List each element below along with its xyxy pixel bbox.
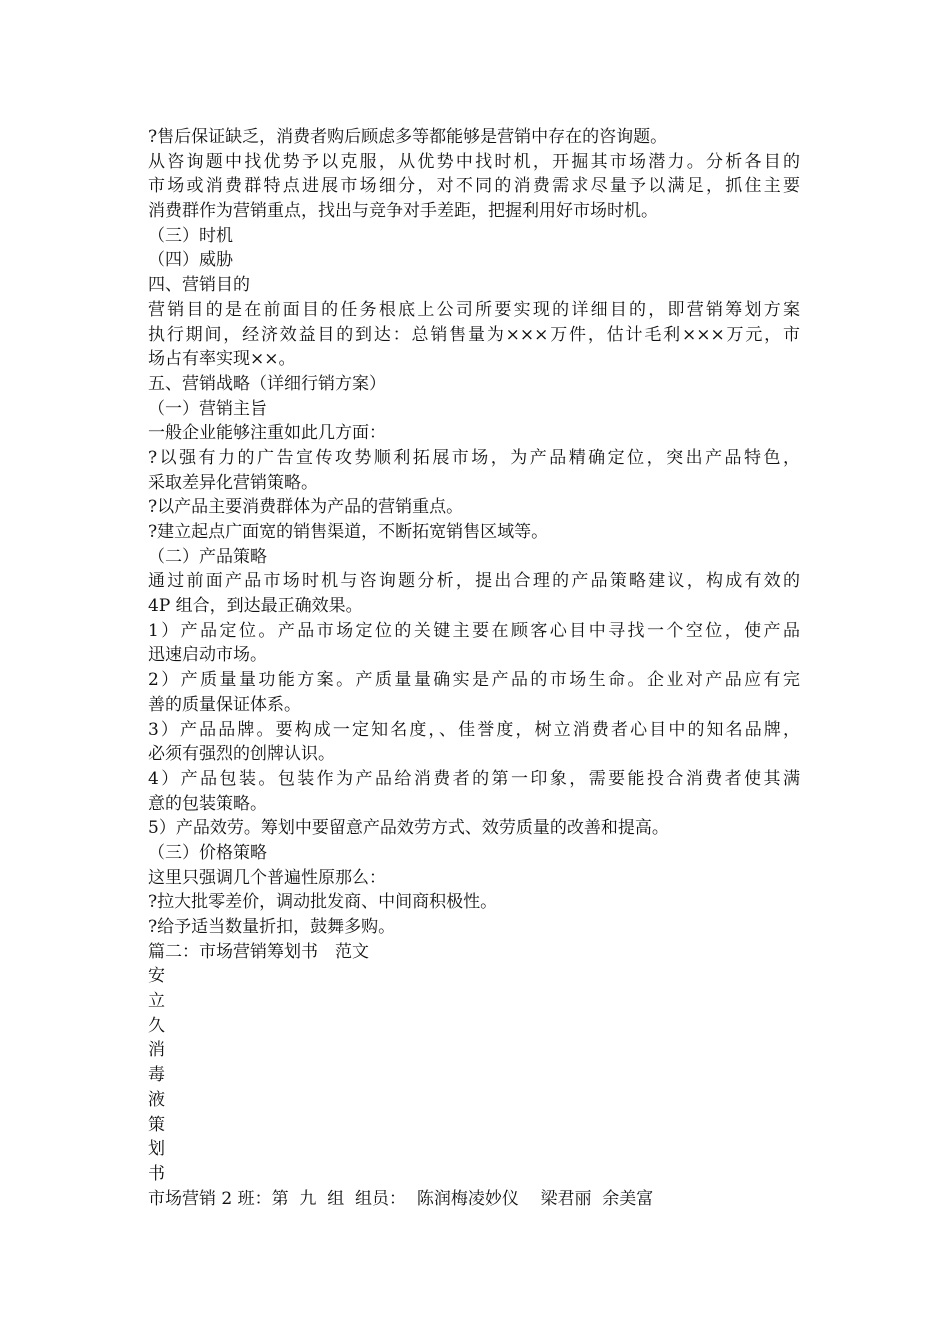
text-line: 2）产质量量功能方案。产质量量确实是产品的市场生命。企业对产品应有完 — [148, 670, 800, 691]
text-line: 3）产品品牌。要构成一定知名度，、佳誉度，树立消费者心目中的知名品牌， — [148, 719, 800, 740]
text-line: （二）产品策略 — [148, 546, 267, 567]
text-line: 一般企业能够注重如此几方面： — [148, 423, 386, 444]
text-line: 市场或消费群特点进展市场细分，对不同的消费需求尽量予以满足，抓住主要 — [148, 176, 800, 197]
text-line: 书 — [148, 1163, 165, 1184]
text-line: 市场营销 2 班：第 九 组 组员： 陈润梅凌妙仪 梁君丽 余美富 — [148, 1188, 654, 1209]
text-line: 4）产品包装。包装作为产品给消费者的第一印象，需要能投合消费者使其满 — [148, 768, 800, 789]
text-line: ?以强有力的广告宣传攻势顺利拓展市场，为产品精确定位，突出产品特色， — [148, 447, 800, 468]
text-line: 消 — [148, 1040, 165, 1061]
text-line: 四、营销目的 — [148, 275, 250, 296]
text-line: 消费群作为营销重点，找出与竞争对手差距，把握利用好市场时机。 — [148, 201, 658, 222]
text-line: ?给予适当数量折扣，鼓舞多购。 — [148, 917, 396, 937]
text-line: 毒 — [148, 1065, 165, 1086]
text-line: 安 — [148, 966, 165, 987]
text-line: 场占有率实现××。 — [148, 349, 296, 370]
text-line: 通过前面产品市场时机与咨询题分析，提出合理的产品策略建议，构成有效的 — [148, 571, 800, 592]
text-line: 划 — [148, 1139, 165, 1160]
text-line: 意的包装策略。 — [148, 793, 267, 814]
text-line: ?以产品主要消费群体为产品的营销重点。 — [148, 497, 464, 518]
text-line: 执行期间，经济效益目的到达：总销售量为×××万件，估计毛利×××万元，市 — [148, 324, 800, 345]
text-line: （一）营销主旨 — [148, 398, 267, 419]
text-line: 善的质量保证体系。 — [148, 694, 301, 715]
text-line: （三）价格策略 — [148, 842, 267, 863]
text-line: （四）威胁 — [148, 250, 233, 271]
text-line: 1）产品定位。产品市场定位的关键主要在顾客心目中寻找一个空位，使产品 — [148, 620, 800, 641]
text-line: （三）时机 — [148, 225, 233, 246]
text-line: 五、营销战略（详细行销方案） — [148, 373, 386, 394]
text-line: 从咨询题中找优势予以克服，从优势中找时机，开掘其市场潜力。分析各目的 — [148, 151, 800, 172]
text-line: 必须有强烈的创牌认识。 — [148, 744, 335, 765]
text-line: 立 — [148, 991, 165, 1012]
text-line: 久 — [148, 1015, 165, 1036]
text-line: 采取差异化营销策略。 — [148, 472, 318, 493]
text-line: 4P 组合，到达最正确效果。 — [148, 596, 363, 617]
document-body — [148, 125, 800, 1211]
text-line: 迅速启动市场。 — [148, 645, 267, 666]
text-line: ?拉大批零差价，调动批发商、中间商积极性。 — [148, 892, 498, 913]
text-line: 液 — [148, 1089, 165, 1110]
text-line: 这里只强调几个普遍性原那么： — [148, 867, 386, 888]
text-line: ?建立起点广面宽的销售渠道，不断拓宽销售区域等。 — [148, 522, 549, 542]
text-line: 营销目的是在前面目的任务根底上公司所要实现的详细目的，即营销筹划方案 — [148, 299, 800, 320]
text-line: 策 — [148, 1114, 165, 1135]
text-line: ?售后保证缺乏，消费者购后顾虑多等都能够是营销中存在的咨询题。 — [148, 127, 668, 147]
text-line: 篇二：市场营销筹划书 范文 — [148, 941, 369, 962]
text-line: 5）产品效劳。筹划中要留意产品效劳方式、效劳质量的改善和提高。 — [148, 818, 669, 839]
